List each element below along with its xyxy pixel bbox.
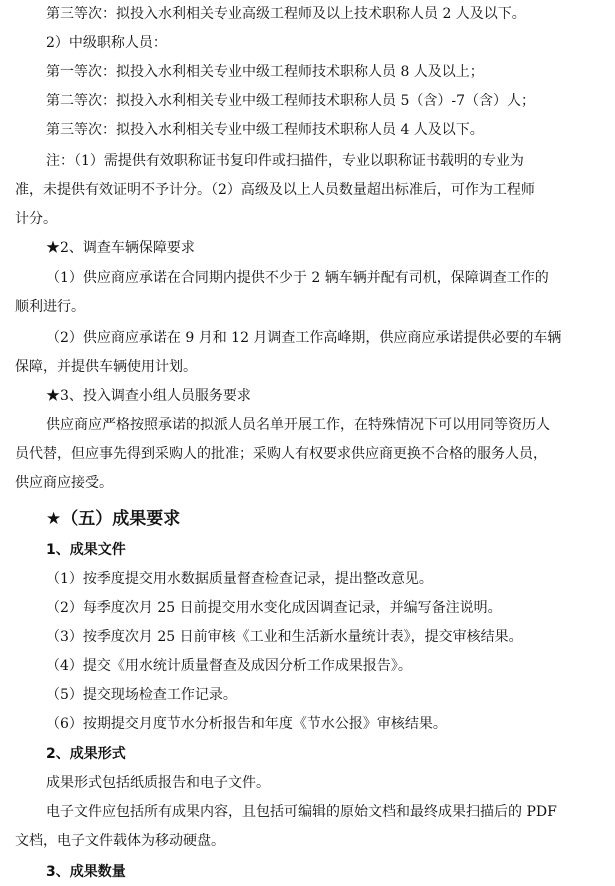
chapter-heading: ★（五）成果要求 — [46, 509, 181, 529]
text-line: 计分。 — [15, 211, 57, 227]
text-line: （2）供应商应承诺在 9 月和 12 月调查工作高峰期，供应商应承诺提供必要的车辆 — [46, 330, 562, 346]
subsection-heading: 3、成果数量 — [46, 864, 126, 880]
text-line: （1）供应商应承诺在合同期内提供不少于 2 辆车辆并配有司机，保障调查工作的 — [46, 270, 549, 286]
subsection-heading: 1、成果文件 — [46, 542, 126, 558]
text-line: 第一等次：拟投入水利相关专业中级工程师技术职称人员 8 人及以上； — [46, 64, 484, 80]
text-line: 成果形式包括纸质报告和电子文件。 — [46, 775, 270, 791]
text-line: 第三等次：拟投入水利相关专业中级工程师技术职称人员 4 人及以下。 — [46, 122, 484, 138]
text-line: 顺利进行。 — [15, 299, 85, 315]
text-line: 注：（1）需提供有效职称证书复印件或扫描件，专业以职称证书载明的专业为 — [46, 153, 524, 169]
text-line: 员代替，但应事先得到采购人的批准；采购人有权要求供应商更换不合格的服务人员， — [15, 446, 547, 462]
text-line: （1）按季度提交用水数据质量督查检查记录，提出整改意见。 — [46, 571, 433, 587]
text-line: 保障，并提供车辆使用计划。 — [15, 359, 197, 375]
text-line: 供应商应接受。 — [15, 475, 113, 491]
text-line: 第二等次：拟投入水利相关专业中级工程师技术职称人员 5（含）-7（含）人； — [46, 93, 535, 109]
text-line: （4）提交《用水统计质量督查及成因分析工作成果报告》。 — [46, 658, 412, 674]
text-line: 第三等次：拟投入水利相关专业高级工程师及以上技术职称人员 2 人及以下。 — [46, 6, 526, 22]
text-line: 电子文件应包括所有成果内容，且包括可编辑的原始文档和最终成果扫描后的 PDF — [46, 804, 557, 820]
subsection-heading: 2、成果形式 — [46, 746, 126, 762]
section-heading: ★2、调查车辆保障要求 — [46, 240, 195, 256]
text-line: （3）按季度次月 25 日前审核《工业和生活新水量统计表》，提交审核结果。 — [46, 629, 523, 645]
text-line: 供应商应严格按照承诺的拟派人员名单开展工作，在特殊情况下可以用同等资历人 — [46, 417, 550, 433]
text-line: 文档，电子文件载体为移动硬盘。 — [15, 833, 225, 849]
section-heading: ★3、投入调查小组人员服务要求 — [46, 388, 251, 404]
text-line: 准，未提供有效证明不予计分。（2）高级及以上人员数量超出标准后，可作为工程师 — [15, 182, 535, 198]
text-line: （5）提交现场检查工作记录。 — [46, 687, 237, 703]
text-line: （2）每季度次月 25 日前提交用水变化成因调查记录，并编写备注说明。 — [46, 600, 502, 616]
text-line: 2）中级职称人员： — [46, 35, 167, 51]
text-line: （6）按期提交月度节水分析报告和年度《节水公报》审核结果。 — [46, 716, 447, 732]
